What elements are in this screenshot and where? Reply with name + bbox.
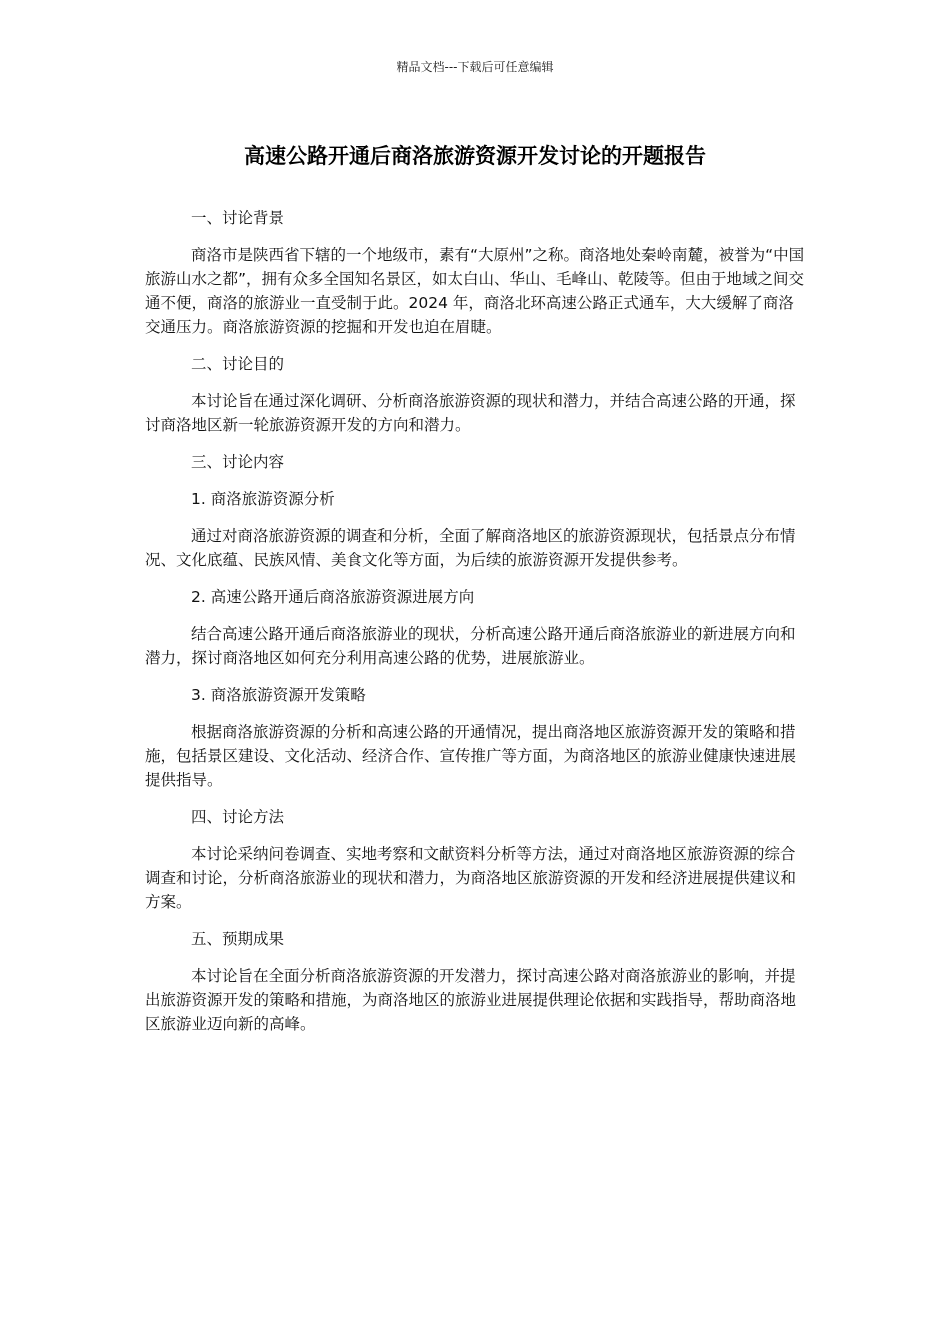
section-heading-background: 一、讨论背景 xyxy=(191,209,285,227)
subsection-heading-resource-analysis: 1. 商洛旅游资源分析 xyxy=(191,490,335,508)
section-heading-method: 四、讨论方法 xyxy=(191,808,285,826)
document-title: 高速公路开通后商洛旅游资源开发讨论的开题报告 xyxy=(244,144,706,168)
subsection-paragraph-development-strategy: 根据商洛旅游资源的分析和高速公路的开通情况，提出商洛地区旅游资源开发的策略和措施，包括景区建设、文化活动、经济合作、宣传推广等方面，为商洛地区的旅游业健康快速进展提供指导。 xyxy=(145,723,797,789)
subsection-heading-development-strategy: 3. 商洛旅游资源开发策略 xyxy=(191,686,366,704)
subsection-paragraph-resource-analysis: 通过对商洛旅游资源的调查和分析，全面了解商洛地区的旅游资源现状，包括景点分布情况、文化底蕴、民族风情、美食文化等方面，为后续的旅游资源开发提供参考。 xyxy=(145,527,796,569)
section-heading-expected-results: 五、预期成果 xyxy=(191,930,285,948)
section-paragraph-background: 商洛市是陕西省下辖的一个地级市，素有“大原州”之称。商洛地处秦岭南麓，被誉为“中国旅游山水之都”，拥有众多全国知名景区，如太白山、华山、毛峰山、乾陵等。但由于地域之间交通不便，商洛的旅游业一直受制于此。2024 年，商洛北环高速公路正式通车，大大缓解了商洛交通压力。商洛旅游资源的挖掘和开发也迫在眉睫。 xyxy=(145,246,805,336)
document-body xyxy=(145,206,807,1049)
subsection-paragraph-development-direction: 结合高速公路开通后商洛旅游业的现状，分析高速公路开通后商洛旅游业的新进展方向和潜力，探讨商洛地区如何充分利用高速公路的优势，进展旅游业。 xyxy=(145,625,796,667)
section-heading-content: 三、讨论内容 xyxy=(191,453,285,471)
page-header-note: 精品文档---下载后可任意编辑 xyxy=(396,60,554,74)
section-paragraph-expected-results: 本讨论旨在全面分析商洛旅游资源的开发潜力，探讨高速公路对商洛旅游业的影响，并提出旅游资源开发的策略和措施，为商洛地区的旅游业进展提供理论依据和实践指导，帮助商洛地区旅游业迈向新的高峰。 xyxy=(145,967,797,1033)
section-paragraph-purpose: 本讨论旨在通过深化调研、分析商洛旅游资源的现状和潜力，并结合高速公路的开通，探讨商洛地区新一轮旅游资源开发的方向和潜力。 xyxy=(145,392,796,434)
subsection-heading-development-direction: 2. 高速公路开通后商洛旅游资源进展方向 xyxy=(191,588,475,606)
section-paragraph-method: 本讨论采纳问卷调查、实地考察和文献资料分析等方法，通过对商洛地区旅游资源的综合调查和讨论，分析商洛旅游业的现状和潜力，为商洛地区旅游资源的开发和经济进展提供建议和方案。 xyxy=(145,845,797,911)
section-heading-purpose: 二、讨论目的 xyxy=(191,355,285,373)
